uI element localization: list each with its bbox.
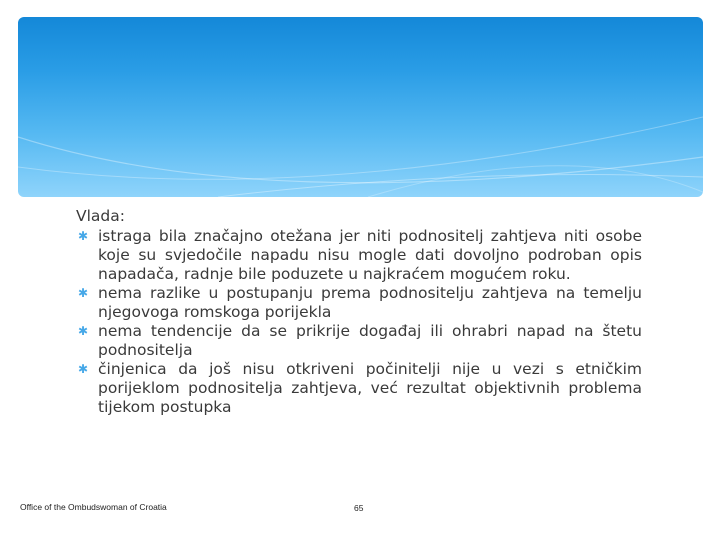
slide-content xyxy=(76,207,642,417)
bullet-list xyxy=(76,227,642,417)
asterisk-bullet-icon: ✱ xyxy=(78,229,89,243)
slide-intro: Vlada: xyxy=(76,207,125,225)
banner-wave-decoration xyxy=(18,17,703,197)
footer-source: Office of the Ombudswoman of Croatia xyxy=(20,502,167,512)
bullet-item xyxy=(76,360,642,417)
bullet-item xyxy=(76,284,642,322)
asterisk-bullet-icon: ✱ xyxy=(78,286,89,300)
bullet-text: nema tendencije da se prikrije događaj ili ohrabri napad na štetu podnositelja xyxy=(98,322,642,359)
header-banner xyxy=(18,17,703,197)
asterisk-bullet-icon: ✱ xyxy=(78,324,89,338)
bullet-text: istraga bila značajno otežana jer niti podnositelj zahtjeva niti osobe koje su svjedočile napadu nisu mogle dati dovoljno podroban opis napadača, radnje bile poduzete u najkraćem mogućem roku. xyxy=(98,227,642,283)
asterisk-bullet-icon: ✱ xyxy=(78,362,89,376)
bullet-item xyxy=(76,227,642,284)
bullet-item xyxy=(76,322,642,360)
bullet-text: činjenica da još nisu otkriveni počinitelji nije u vezi s etničkim porijeklom podnositelja zahtjeva, već rezultat objektivnih problema tijekom postupka xyxy=(98,360,642,416)
bullet-text: nema razlike u postupanju prema podnositelju zahtjeva na temelju njegovoga romskoga porijekla xyxy=(98,284,642,321)
page-number: 65 xyxy=(354,503,364,513)
